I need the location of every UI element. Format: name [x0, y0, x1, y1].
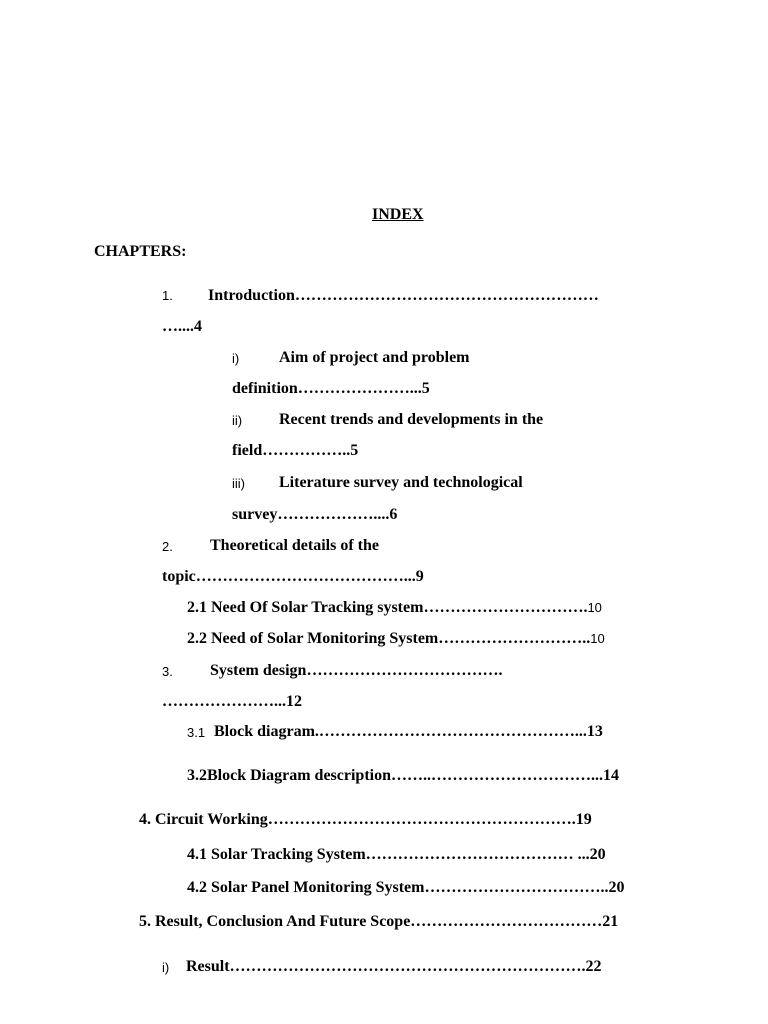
toc-entry-1-ii-continuation: field……………..5 — [232, 442, 359, 459]
toc-entry-1-iii: Literature survey and technological — [279, 474, 523, 491]
toc-entry-5-i: Result………………………………………………………….22 — [186, 958, 602, 975]
toc-entry-3-1-number: 3.1 — [187, 725, 206, 740]
toc-entry-1-i-continuation: definition…………………...5 — [232, 380, 430, 397]
toc-entry-5: 5. Result, Conclusion And Future Scope………………………………21 — [139, 913, 619, 930]
toc-entry-3-1: Block diagram.…………………………………………...13 — [214, 723, 603, 740]
toc-entry-2-1-page: 10 — [587, 600, 602, 615]
toc-entry-3-continuation: …………………...12 — [162, 693, 302, 710]
toc-entry-2-2-page: 10 — [590, 631, 605, 646]
toc-entry-2-2-text: 2.2 Need of Solar Monitoring System……………………….. — [187, 630, 591, 647]
toc-entry-4: 4. Circuit Working………………………………………………….19 — [139, 811, 592, 828]
toc-entry-2-1 — [187, 598, 602, 618]
toc-entry-1-i: Aim of project and problem — [279, 349, 470, 366]
toc-entry-1-i-number: i) — [232, 351, 240, 366]
toc-entry-2: Theoretical details of the — [210, 537, 380, 554]
toc-entry-3: System design………………………………. — [210, 662, 503, 679]
toc-entry-3-number: 3. — [162, 664, 173, 679]
toc-entry-1-continuation: …....4 — [162, 318, 202, 335]
toc-entry-5-i-number: i) — [162, 960, 170, 975]
toc-entry-1-number: 1. — [162, 288, 173, 303]
toc-entry-1-ii: Recent trends and developments in the — [279, 411, 544, 428]
toc-entry-4-1: 4.1 Solar Tracking System………………………………… ...20 — [187, 846, 606, 863]
toc-entry-3-2: 3.2Block Diagram description……..…………………………...14 — [187, 767, 619, 784]
toc-entry-1-iii-continuation: survey………………....6 — [232, 506, 398, 523]
toc-entry-1-ii-number: ii) — [232, 413, 243, 428]
toc-entry-1-iii-number: iii) — [232, 476, 245, 491]
chapters-heading: CHAPTERS: — [94, 243, 187, 260]
toc-entry-2-number: 2. — [162, 539, 173, 554]
toc-entry-2-1-text: 2.1 Need Of Solar Tracking system…………………………. — [187, 599, 588, 616]
toc-entry-2-2 — [187, 629, 605, 649]
toc-entry-1: Introduction………………………………………………… — [208, 287, 599, 304]
page-title: INDEX — [372, 206, 424, 223]
toc-entry-2-continuation: topic…………………………………...9 — [162, 568, 424, 585]
toc-entry-4-2: 4.2 Solar Panel Monitoring System……………………………..20 — [187, 879, 625, 896]
